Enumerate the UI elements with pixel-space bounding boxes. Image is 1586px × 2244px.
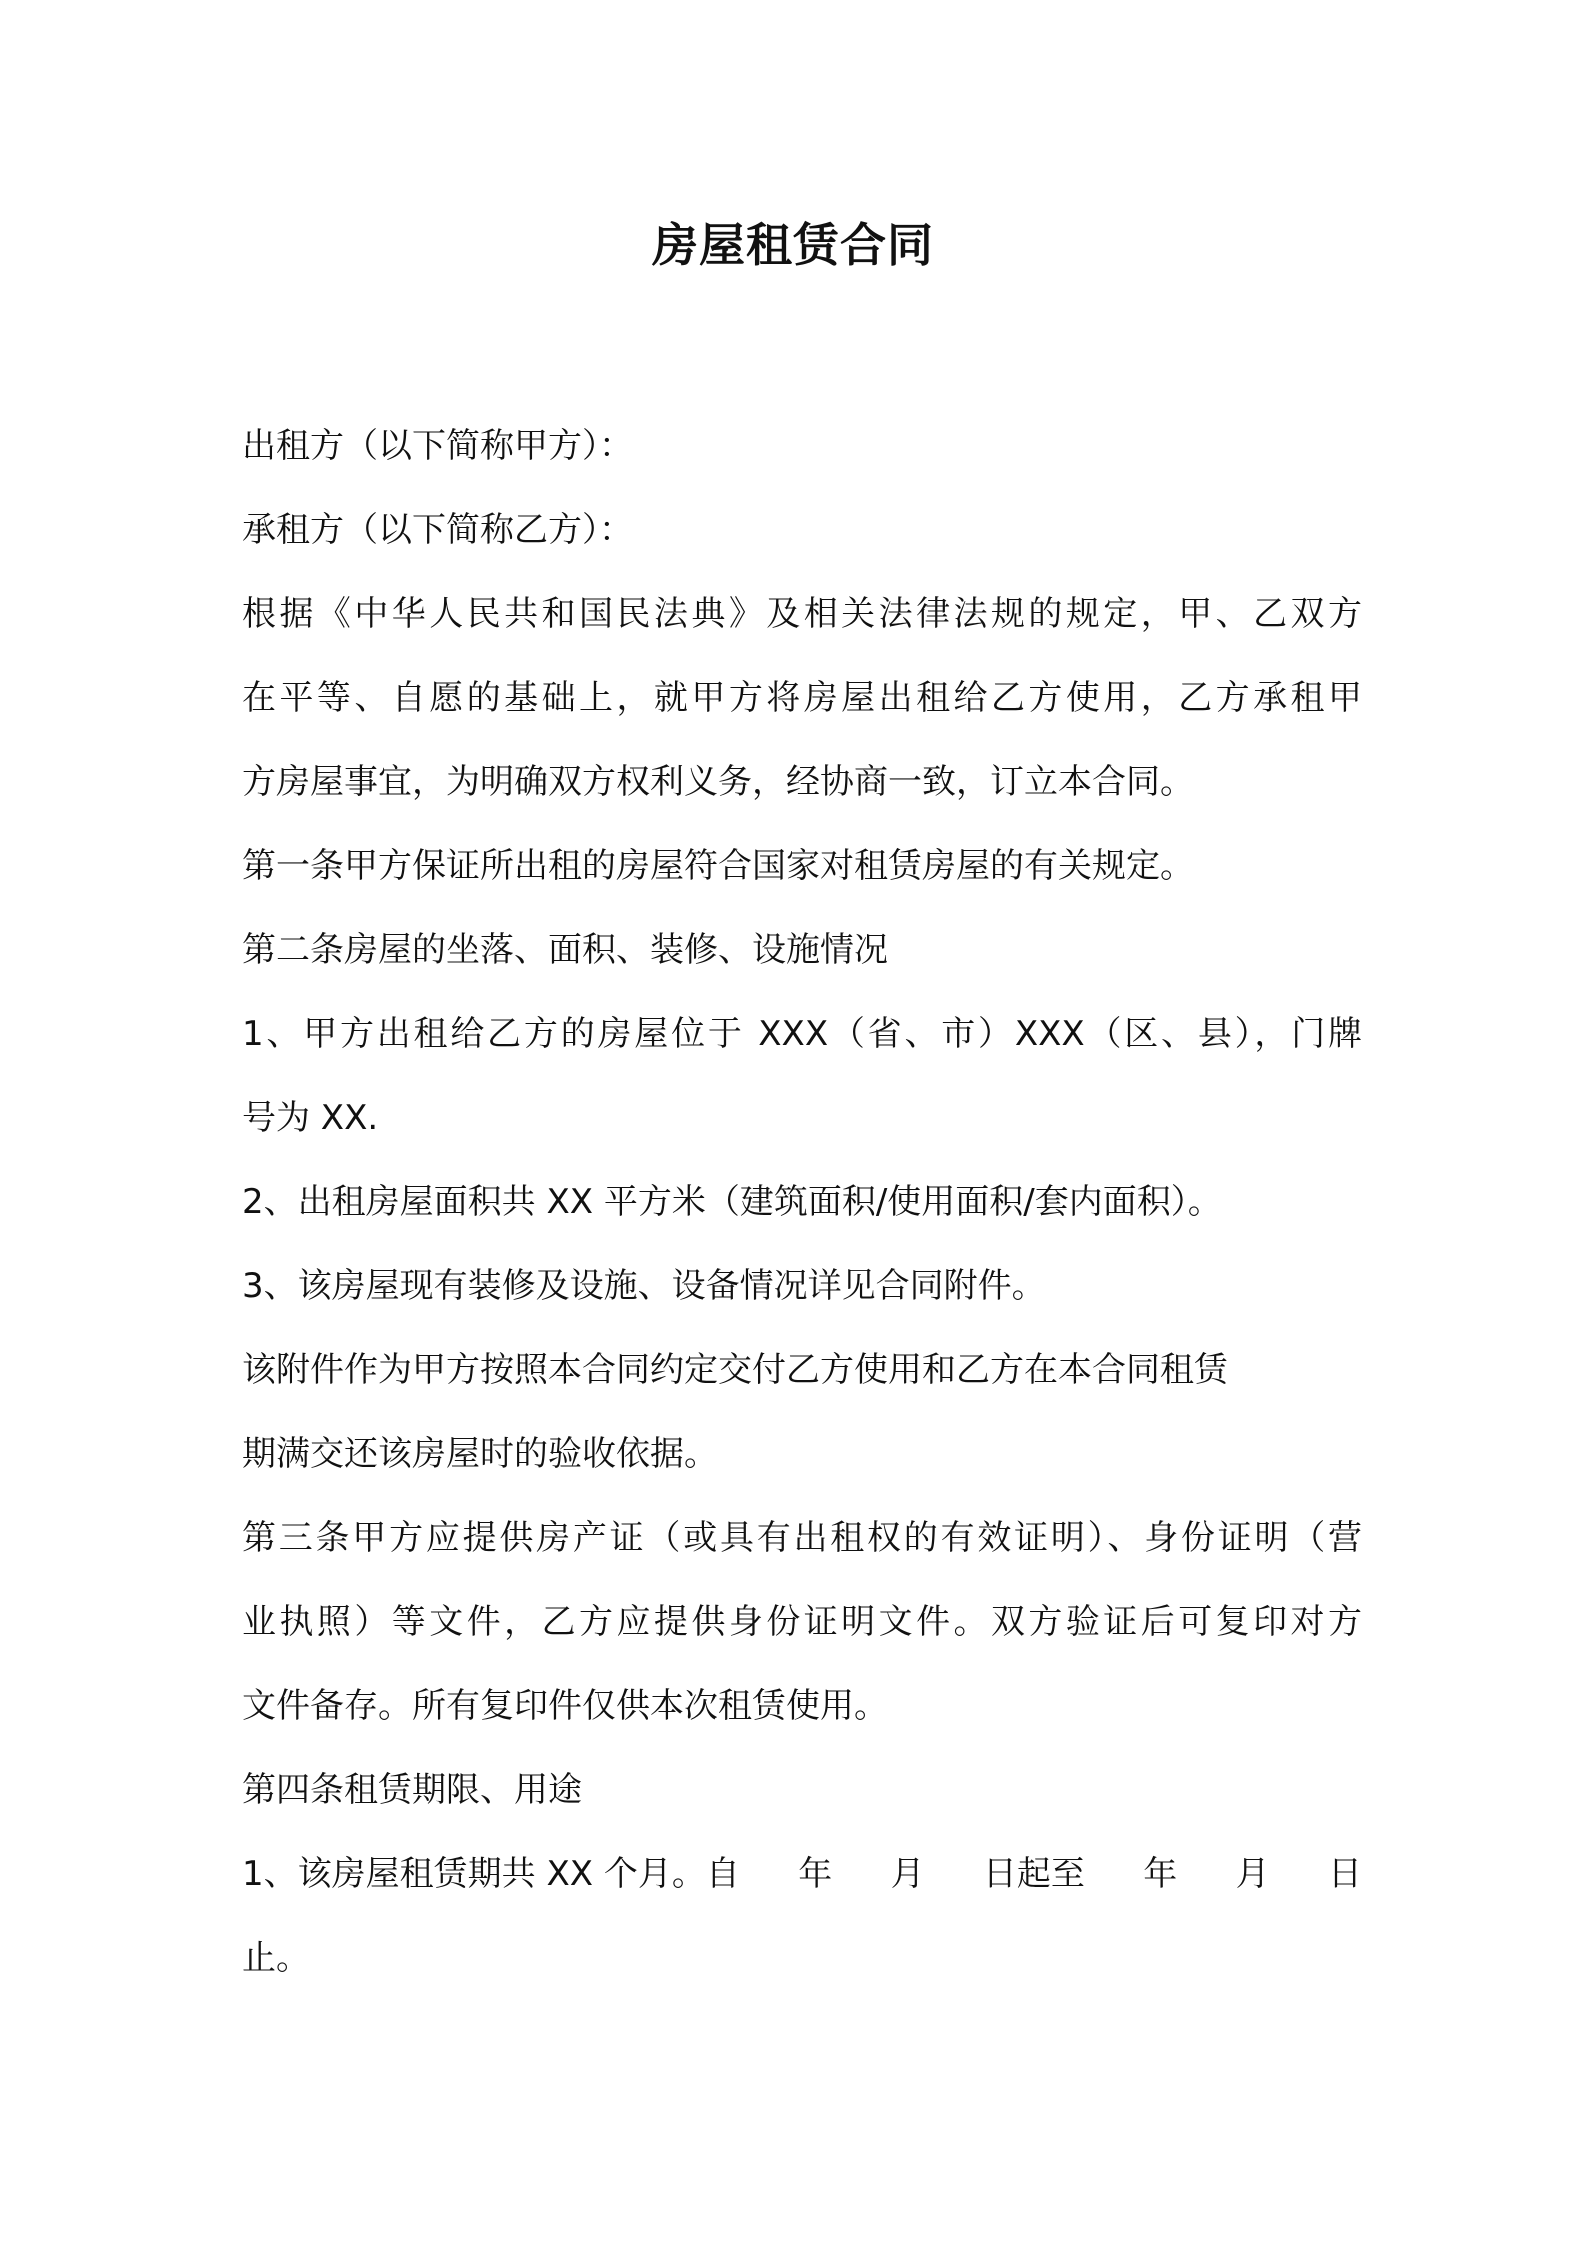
attachment-note-line-1: 该附件作为甲方按照本合同约定交付乙方使用和乙方在本合同租赁 — [242, 1350, 1228, 1390]
end-day-label: 日 — [1328, 1854, 1362, 1894]
article-1: 第一条甲方保证所出租的房屋符合国家对租赁房屋的有关规定。 — [242, 846, 1194, 886]
lease-term-lead: 1、该房屋租赁期共 XX 个月。自 — [242, 1854, 740, 1894]
attachment-note-line-2: 期满交还该房屋时的验收依据。 — [242, 1434, 718, 1474]
lease-term-line — [242, 1832, 1362, 1916]
article-3-line-3: 文件备存。所有复印件仅供本次租赁使用。 — [242, 1686, 888, 1726]
end-month-label: 月 — [1235, 1854, 1270, 1894]
article-3-line-1: 第三条甲方应提供房产证（或具有出租权的有效证明）、身份证明（营 — [242, 1518, 1362, 1558]
article-3-line-2: 业执照）等文件，乙方应提供身份证明文件。双方验证后可复印对方 — [242, 1602, 1362, 1642]
lessor-line: 出租方（以下简称甲方）： — [242, 426, 633, 466]
article-4-heading: 第四条租赁期限、用途 — [242, 1770, 582, 1810]
article-2-item-3: 3、该房屋现有装修及设施、设备情况详见合同附件。 — [242, 1266, 1046, 1306]
article-2-item-1-line-2: 号为 XX. — [242, 1098, 379, 1138]
lessee-line: 承租方（以下简称乙方）： — [242, 510, 633, 550]
article-2-item-1-line-1: 1、甲方出租给乙方的房屋位于 XXX（省、市）XXX（区、县），门牌 — [242, 1014, 1362, 1054]
document-title: 房屋租赁合同 — [652, 218, 934, 272]
start-day-label: 日起至 — [982, 1854, 1085, 1894]
document-body — [242, 404, 1362, 2000]
article-2-item-2: 2、出租房屋面积共 XX 平方米（建筑面积/使用面积/套内面积）。 — [242, 1182, 1222, 1222]
article-2-heading: 第二条房屋的坐落、面积、装修、设施情况 — [242, 930, 888, 970]
preamble-line-3: 方房屋事宜，为明确双方权利义务，经协商一致，订立本合同。 — [242, 762, 1194, 802]
end-year-label: 年 — [1143, 1854, 1178, 1894]
preamble-line-2: 在平等、自愿的基础上，就甲方将房屋出租给乙方使用，乙方承租甲 — [242, 678, 1362, 718]
start-month-label: 月 — [890, 1854, 925, 1894]
lease-term-line-end: 止。 — [242, 1938, 310, 1978]
preamble-line-1: 根据《中华人民共和国民法典》及相关法律法规的规定，甲、乙双方 — [242, 594, 1362, 634]
start-year-label: 年 — [798, 1854, 833, 1894]
